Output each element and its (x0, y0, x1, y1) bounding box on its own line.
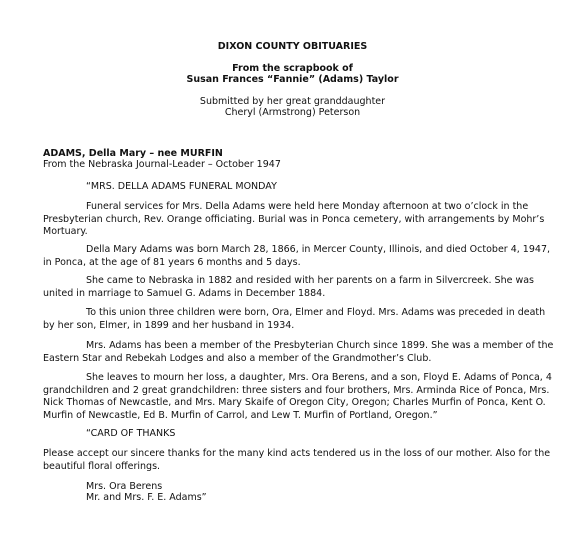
paragraph-line: Mortuary. (43, 226, 88, 238)
paragraph-survivors (43, 372, 552, 422)
submitted-line-1: Submitted by her great granddaughter (199, 96, 386, 107)
submitted-line-2: Cheryl (Armstrong) Peterson (224, 107, 361, 118)
paragraph-line: She came to Nebraska in 1882 and resided with her parents on a farm in Silvercreek. She was (86, 275, 535, 286)
paragraph-line: beautiful floral offerings. (43, 460, 161, 472)
paragraph-funeral (43, 201, 543, 239)
paragraph-line: by her son, Elmer, in 1899 and her husband in 1934. (43, 319, 295, 331)
paragraph-line: grandchildren and 2 great grandchildren: three sisters and four brothers, Mrs. Arminda Rice of Ponca, Mrs. (43, 384, 550, 396)
paragraph-line: Presbyterian church, Rev. Orange officiating. Burial was in Ponca cemetery, with arrangements by Mohr’s (43, 213, 545, 225)
obituary-heading: “MRS. DELLA ADAMS FUNERAL MONDAY (86, 181, 277, 192)
paragraph-line: Eastern Star and Rebekah Lodges and also a member of the Grandmother’s Club. (43, 352, 432, 364)
paragraph-line: in Ponca, at the age of 81 years 6 months and 5 days. (43, 256, 301, 268)
paragraph-membership (43, 340, 554, 365)
paragraph-line: Please accept our sincere thanks for the many kind acts tendered us in the loss of our mother. Also for the (43, 448, 551, 459)
paragraph-birth (43, 244, 551, 269)
paragraph-line: Murfin of Newcastle, Ed B. Murfin of Carrol, and Lew T. Murfin of Portland, Oregon.” (43, 409, 438, 421)
paragraph-line: She leaves to mourn her loss, a daughter, Mrs. Ora Berens, and a son, Floyd E. Adams of Ponca, 4 (86, 372, 552, 383)
paragraph-line: Funeral services for Mrs. Della Adams were held here Monday afternoon at two o’clock in the (86, 201, 529, 212)
paragraph-line: united in marriage to Samuel G. Adams in December 1884. (43, 287, 326, 299)
scrapbook-line-2: Susan Frances “Fannie” (Adams) Taylor (186, 74, 399, 85)
signature-line-2: Mr. and Mrs. F. E. Adams” (86, 492, 207, 503)
paragraph-children (43, 307, 546, 332)
obituary-name: ADAMS, Della Mary – nee MURFIN (43, 148, 223, 159)
signature-line-1: Mrs. Ora Berens (86, 481, 163, 492)
card-of-thanks-text (43, 448, 551, 473)
document-title: DIXON COUNTY OBITUARIES (217, 41, 368, 52)
paragraph-line: Della Mary Adams was born March 28, 1866, in Mercer County, Illinois, and died October 4, 1947, (86, 244, 551, 255)
paragraph-nebraska (43, 275, 543, 300)
card-of-thanks-heading: “CARD OF THANKS (86, 428, 176, 439)
paragraph-line: To this union three children were born, Ora, Elmer and Floyd. Mrs. Adams was preceded in death (86, 307, 546, 318)
paragraph-line: Mrs. Adams has been a member of the Presbyterian Church since 1899. She was a member of the (86, 340, 554, 351)
paragraph-line: Nick Thomas of Newcastle, and Mrs. Mary Skaife of Oregon City, Oregon; Charles Murfin of Ponca, Kent O. (43, 397, 546, 409)
obituary-source: From the Nebraska Journal-Leader – October 1947 (43, 159, 281, 170)
scrapbook-line-1: From the scrapbook of (232, 63, 353, 74)
